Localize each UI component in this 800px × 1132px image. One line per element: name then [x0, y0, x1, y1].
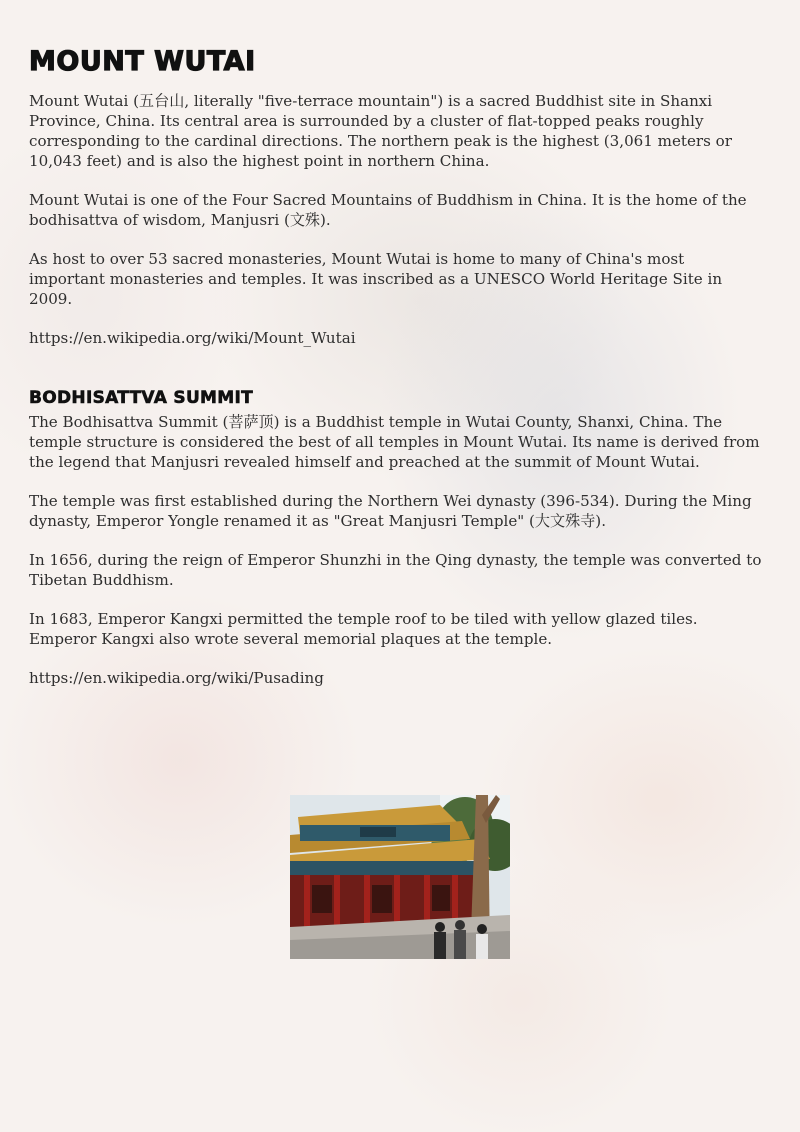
- temple-photo: [290, 795, 510, 959]
- source-link[interactable]: https://en.wikipedia.org/wiki/Mount_Wutai: [29, 329, 356, 347]
- paragraph: In 1683, Emperor Kangxi permitted the temple roof to be tiled with yellow glazed tiles. Emperor Kangxi also wrote several memorial plaques at the temple.: [29, 610, 698, 648]
- paragraph: Mount Wutai is one of the Four Sacred Mountains of Buddhism in China. It is the home of the bodhisattva of wisdom, Manjusri (文殊).: [29, 191, 747, 229]
- paragraph: As host to over 53 sacred monasteries, Mount Wutai is home to many of China's most important monasteries and temples. It was inscribed as a UNESCO World Heritage Site in 2009.: [29, 250, 723, 308]
- source-link[interactable]: https://en.wikipedia.org/wiki/Pusading: [29, 669, 324, 687]
- page-title: MOUNT WUTAI: [29, 46, 256, 77]
- paragraph: The temple was first established during the Northern Wei dynasty (396-534). During the Ming dynasty, Emperor Yongle renamed it as "Great Manjusri Temple" (大文殊寺).: [29, 492, 752, 530]
- paragraph: In 1656, during the reign of Emperor Shunzhi in the Qing dynasty, the temple was converted to Tibetan Buddhism.: [29, 551, 762, 589]
- paragraph: The Bodhisattva Summit (菩萨顶) is a Buddhist temple in Wutai County, Shanxi, China. The temple structure is considered the best of all temples in Mount Wutai. Its name is derived from the legend that Manjusri revealed himself and preached at the summit of Mount Wutai.: [29, 413, 760, 471]
- temple-photo-drawing: [290, 795, 510, 959]
- paragraph: Mount Wutai (五台山, literally "five-terrace mountain") is a sacred Buddhist site in Shanxi Province, China. Its central area is surrounded by a cluster of flat-topped peaks roughly corresponding to the cardinal directions. The northern peak is the highest (3,061 meters or 10,043 feet) and is also the highest point in northern China.: [29, 92, 732, 170]
- section-title: BODHISATTVA SUMMIT: [29, 388, 254, 408]
